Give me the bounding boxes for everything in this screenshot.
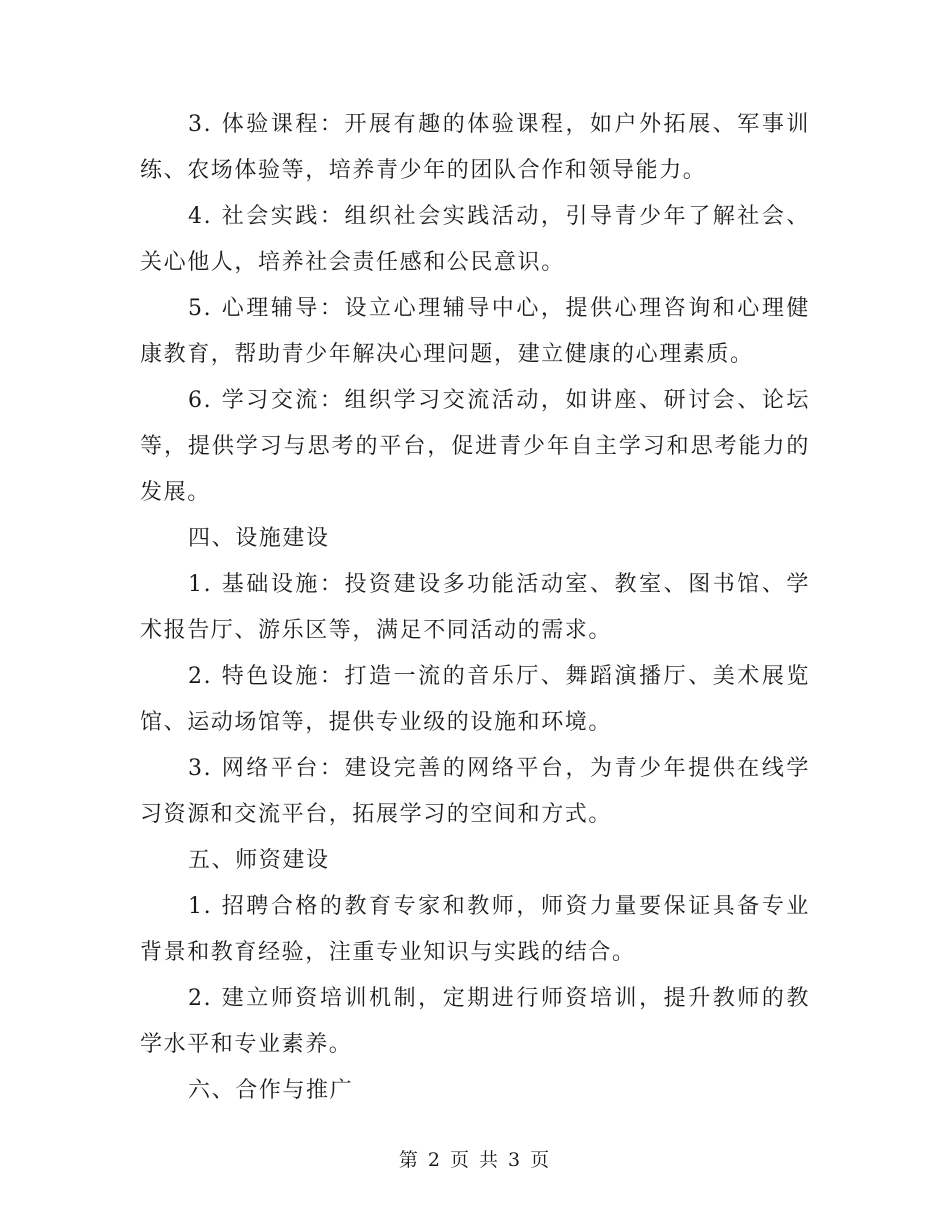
page-number-indicator: 第 2 页 共 3 页 <box>398 1149 552 1171</box>
paragraph-special-facilities: 2. 特色设施：打造一流的音乐厅、舞蹈演播厅、美术展览馆、运动场馆等，提供专业级的设施和环境。 <box>140 664 810 735</box>
paragraph-network-platform: 3. 网络平台：建设完善的网络平台，为青少年提供在线学习资源和交流平台，拓展学习的空间和方式。 <box>140 756 810 827</box>
section-heading-facilities: 四、设施建设 <box>188 526 330 551</box>
paragraph-recruit-teachers: 1. 招聘合格的教育专家和教师，师资力量要保证具备专业背景和教育经验，注重专业知识与实践的结合。 <box>140 894 810 965</box>
section-heading-cooperation: 六、合作与推广 <box>188 1078 354 1103</box>
section-heading-faculty: 五、师资建设 <box>188 848 330 873</box>
paragraph-teacher-training: 2. 建立师资培训机制，定期进行师资培训，提升教师的教学水平和专业素养。 <box>140 986 810 1057</box>
paragraph-experience-courses: 3. 体验课程：开展有趣的体验课程，如户外拓展、军事训练、农场体验等，培养青少年的团队合作和领导能力。 <box>140 112 810 183</box>
paragraph-social-practice: 4. 社会实践：组织社会实践活动，引导青少年了解社会、关心他人，培养社会责任感和公民意识。 <box>140 204 810 275</box>
document-body <box>140 102 810 1114</box>
page-footer <box>0 1145 950 1172</box>
paragraph-psychological-counseling: 5. 心理辅导：设立心理辅导中心，提供心理咨询和心理健康教育，帮助青少年解决心理问题，建立健康的心理素质。 <box>140 296 810 367</box>
paragraph-basic-facilities: 1. 基础设施：投资建设多功能活动室、教室、图书馆、学术报告厅、游乐区等，满足不同活动的需求。 <box>140 572 810 643</box>
paragraph-learning-exchange: 6. 学习交流：组织学习交流活动，如讲座、研讨会、论坛等，提供学习与思考的平台，促进青少年自主学习和思考能力的发展。 <box>140 388 810 505</box>
